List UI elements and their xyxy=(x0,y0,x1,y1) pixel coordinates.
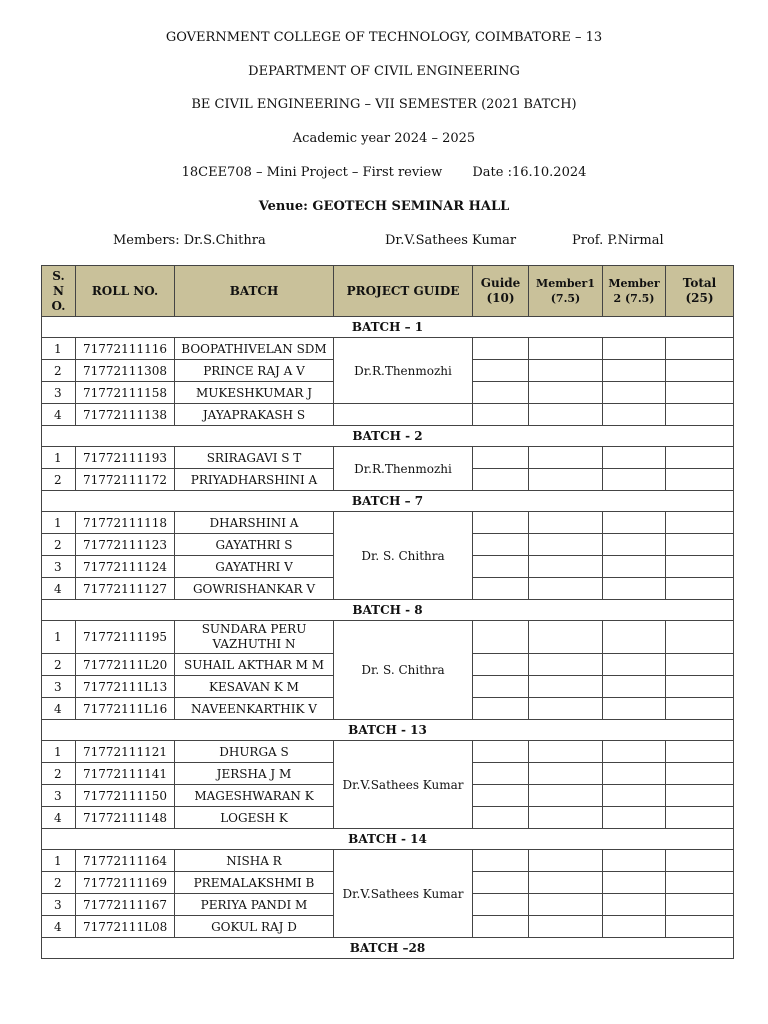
table-row xyxy=(42,404,734,426)
batch-header-row xyxy=(42,491,734,512)
table-row xyxy=(42,447,734,469)
student-name-cell: PRIYADHARSHINI A xyxy=(175,469,334,491)
review-date: Date :16.10.2024 xyxy=(472,165,587,180)
table-header xyxy=(42,266,734,317)
guide-mark-cell xyxy=(473,676,529,698)
student-name-cell: PRINCE RAJ A V xyxy=(175,360,334,382)
sno-cell: 2 xyxy=(42,360,76,382)
student-name-cell: MAGESHWARAN K xyxy=(175,785,334,807)
student-name-cell: LOGESH K xyxy=(175,807,334,829)
total-mark-cell xyxy=(666,447,734,469)
member1-mark-cell xyxy=(529,785,603,807)
sno-cell: 3 xyxy=(42,676,76,698)
member2-mark-cell xyxy=(603,654,666,676)
member2-mark-cell xyxy=(603,872,666,894)
roll-no-cell: 71772111148 xyxy=(76,807,175,829)
roll-no-cell: 71772111118 xyxy=(76,512,175,534)
student-name-cell: GAYATHRI V xyxy=(175,556,334,578)
department-name: DEPARTMENT OF CIVIL ENGINEERING xyxy=(248,64,520,79)
roll-no-cell: 71772111141 xyxy=(76,763,175,785)
member1-mark-cell xyxy=(529,894,603,916)
roll-no-cell: 71772111124 xyxy=(76,556,175,578)
project-guide-cell: Dr.V.Sathees Kumar xyxy=(334,850,473,938)
table-row xyxy=(42,741,734,763)
total-mark-cell xyxy=(666,785,734,807)
roll-no-cell: 71772111172 xyxy=(76,469,175,491)
col-member1-mark: Member1 (7.5) xyxy=(529,266,603,317)
table-row xyxy=(42,512,734,534)
student-name-cell: GAYATHRI S xyxy=(175,534,334,556)
roll-no-cell: 71772111127 xyxy=(76,578,175,600)
student-name-cell: PREMALAKSHMI B xyxy=(175,872,334,894)
guide-mark-cell xyxy=(473,872,529,894)
total-mark-cell xyxy=(666,763,734,785)
student-name-cell: JAYAPRAKASH S xyxy=(175,404,334,426)
member2-mark-cell xyxy=(603,785,666,807)
sno-cell: 3 xyxy=(42,556,76,578)
roll-no-cell: 71772111158 xyxy=(76,382,175,404)
batch-header-row xyxy=(42,720,734,741)
member1-mark-cell xyxy=(529,360,603,382)
total-mark-cell xyxy=(666,741,734,763)
sno-cell: 4 xyxy=(42,807,76,829)
col-total: Total (25) xyxy=(666,266,734,317)
guide-mark-cell xyxy=(473,741,529,763)
project-guide-cell: Dr.V.Sathees Kumar xyxy=(334,741,473,829)
guide-mark-cell xyxy=(473,654,529,676)
member2-mark-cell xyxy=(603,382,666,404)
sno-cell: 4 xyxy=(42,698,76,720)
guide-mark-cell xyxy=(473,360,529,382)
roll-no-cell: 71772111L16 xyxy=(76,698,175,720)
sno-cell: 2 xyxy=(42,534,76,556)
sno-cell: 4 xyxy=(42,916,76,938)
batch-title: BATCH - 8 xyxy=(42,600,734,621)
total-mark-cell xyxy=(666,469,734,491)
batch-header-row xyxy=(42,829,734,850)
student-name-cell: GOWRISHANKAR V xyxy=(175,578,334,600)
guide-mark-cell xyxy=(473,534,529,556)
batch-title: BATCH - 14 xyxy=(42,829,734,850)
roll-no-cell: 71772111L08 xyxy=(76,916,175,938)
student-name-cell: NISHA R xyxy=(175,850,334,872)
batch-title: BATCH - 13 xyxy=(42,720,734,741)
roll-no-cell: 71772111116 xyxy=(76,338,175,360)
member2-mark-cell xyxy=(603,404,666,426)
member1-mark-cell xyxy=(529,654,603,676)
roll-no-cell: 71772111169 xyxy=(76,872,175,894)
roll-no-cell: 71772111L20 xyxy=(76,654,175,676)
guide-mark-cell xyxy=(473,621,529,654)
members-label: Members: Dr.S.Chithra xyxy=(113,233,266,248)
member2-mark-cell xyxy=(603,698,666,720)
col-sno: S. N O. xyxy=(42,266,76,317)
member2-mark-cell xyxy=(603,447,666,469)
sno-cell: 1 xyxy=(42,338,76,360)
member1-mark-cell xyxy=(529,872,603,894)
roll-no-cell: 71772111195 xyxy=(76,621,175,654)
student-name-cell: SRIRAGAVI S T xyxy=(175,447,334,469)
program-name: BE CIVIL ENGINEERING – VII SEMESTER (2021 BATCH) xyxy=(191,97,577,112)
course-line xyxy=(0,165,768,180)
member2-mark-cell xyxy=(603,360,666,382)
guide-mark-cell xyxy=(473,850,529,872)
member1-mark-cell xyxy=(529,469,603,491)
col-member2-mark: Member 2 (7.5) xyxy=(603,266,666,317)
batch-title: BATCH –28 xyxy=(42,938,734,959)
student-name-cell: PERIYA PANDI M xyxy=(175,894,334,916)
sno-cell: 4 xyxy=(42,404,76,426)
col-guide-mark: Guide (10) xyxy=(473,266,529,317)
project-guide-cell: Dr.R.Thenmozhi xyxy=(334,338,473,404)
student-name-cell: JERSHA J M xyxy=(175,763,334,785)
total-mark-cell xyxy=(666,512,734,534)
student-name-cell: BOOPATHIVELAN SDM xyxy=(175,338,334,360)
total-mark-cell xyxy=(666,654,734,676)
member1-mark-cell xyxy=(529,382,603,404)
sno-cell: 2 xyxy=(42,654,76,676)
student-name-cell: KESAVAN K M xyxy=(175,676,334,698)
roll-no-cell: 71772111167 xyxy=(76,894,175,916)
total-mark-cell xyxy=(666,404,734,426)
total-mark-cell xyxy=(666,894,734,916)
sno-cell: 2 xyxy=(42,469,76,491)
sno-cell: 3 xyxy=(42,785,76,807)
table-row xyxy=(42,338,734,360)
guide-mark-cell xyxy=(473,404,529,426)
student-name-cell: DHURGA S xyxy=(175,741,334,763)
batch-header-row xyxy=(42,426,734,447)
member1-mark-cell xyxy=(529,534,603,556)
sno-cell: 2 xyxy=(42,763,76,785)
table-row xyxy=(42,621,734,654)
member2-mark-cell xyxy=(603,916,666,938)
member2-mark-cell xyxy=(603,534,666,556)
batch-header-row xyxy=(42,600,734,621)
sno-cell: 3 xyxy=(42,382,76,404)
roll-no-cell: 71772111123 xyxy=(76,534,175,556)
roll-no-cell: 71772111164 xyxy=(76,850,175,872)
roll-no-cell: 71772111150 xyxy=(76,785,175,807)
batch-title: BATCH - 2 xyxy=(42,426,734,447)
member2-mark-cell xyxy=(603,894,666,916)
guide-mark-cell xyxy=(473,469,529,491)
total-mark-cell xyxy=(666,807,734,829)
member2-mark-cell xyxy=(603,469,666,491)
guide-mark-cell xyxy=(473,382,529,404)
guide-mark-cell xyxy=(473,916,529,938)
student-name-cell: GOKUL RAJ D xyxy=(175,916,334,938)
total-mark-cell xyxy=(666,850,734,872)
total-mark-cell xyxy=(666,872,734,894)
total-mark-cell xyxy=(666,360,734,382)
student-name-cell: NAVEENKARTHIK V xyxy=(175,698,334,720)
guide-mark-cell xyxy=(473,578,529,600)
member2-mark-cell xyxy=(603,621,666,654)
member2-mark-cell xyxy=(603,578,666,600)
total-mark-cell xyxy=(666,556,734,578)
project-guide-cell: Dr.R.Thenmozhi xyxy=(334,447,473,491)
guide-mark-cell xyxy=(473,447,529,469)
guide-mark-cell xyxy=(473,785,529,807)
member1-mark-cell xyxy=(529,404,603,426)
review-table xyxy=(41,265,734,959)
member2-mark-cell xyxy=(603,807,666,829)
guide-mark-cell xyxy=(473,556,529,578)
member2-mark-cell xyxy=(603,338,666,360)
table-row xyxy=(42,850,734,872)
guide-mark-cell xyxy=(473,807,529,829)
total-mark-cell xyxy=(666,698,734,720)
member2-mark-cell xyxy=(603,741,666,763)
sno-cell: 1 xyxy=(42,447,76,469)
member-2: Dr.V.Sathees Kumar xyxy=(385,233,517,248)
batch-header-row xyxy=(42,938,734,959)
col-project-guide: PROJECT GUIDE xyxy=(334,266,473,317)
member1-mark-cell xyxy=(529,512,603,534)
sno-cell: 3 xyxy=(42,894,76,916)
total-mark-cell xyxy=(666,621,734,654)
member1-mark-cell xyxy=(529,447,603,469)
project-guide-cell: Dr. S. Chithra xyxy=(334,621,473,720)
project-guide-cell-empty xyxy=(334,404,473,426)
student-name-cell: MUKESHKUMAR J xyxy=(175,382,334,404)
student-name-cell: DHARSHINI A xyxy=(175,512,334,534)
roll-no-cell: 71772111308 xyxy=(76,360,175,382)
project-guide-cell: Dr. S. Chithra xyxy=(334,512,473,600)
total-mark-cell xyxy=(666,578,734,600)
total-mark-cell xyxy=(666,382,734,404)
member1-mark-cell xyxy=(529,676,603,698)
sno-cell: 1 xyxy=(42,512,76,534)
member2-mark-cell xyxy=(603,850,666,872)
member1-mark-cell xyxy=(529,621,603,654)
member2-mark-cell xyxy=(603,556,666,578)
member1-mark-cell xyxy=(529,807,603,829)
member2-mark-cell xyxy=(603,763,666,785)
member2-mark-cell xyxy=(603,676,666,698)
col-roll-no: ROLL NO. xyxy=(76,266,175,317)
total-mark-cell xyxy=(666,534,734,556)
roll-no-cell: 71772111121 xyxy=(76,741,175,763)
col-batch: BATCH xyxy=(175,266,334,317)
total-mark-cell xyxy=(666,338,734,360)
sno-cell: 1 xyxy=(42,621,76,654)
student-name-cell: SUHAIL AKTHAR M M xyxy=(175,654,334,676)
member1-mark-cell xyxy=(529,578,603,600)
member2-mark-cell xyxy=(603,512,666,534)
member1-mark-cell xyxy=(529,763,603,785)
member1-mark-cell xyxy=(529,698,603,720)
academic-year: Academic year 2024 – 2025 xyxy=(292,131,476,146)
guide-mark-cell xyxy=(473,512,529,534)
member1-mark-cell xyxy=(529,741,603,763)
batch-header-row xyxy=(42,317,734,338)
sno-cell: 1 xyxy=(42,741,76,763)
roll-no-cell: 71772111L13 xyxy=(76,676,175,698)
sno-cell: 4 xyxy=(42,578,76,600)
sno-cell: 2 xyxy=(42,872,76,894)
member-3: Prof. P.Nirmal xyxy=(572,233,664,248)
roll-no-cell: 71772111193 xyxy=(76,447,175,469)
venue: Venue: GEOTECH SEMINAR HALL xyxy=(258,199,510,214)
total-mark-cell xyxy=(666,676,734,698)
total-mark-cell xyxy=(666,916,734,938)
batch-title: BATCH – 1 xyxy=(42,317,734,338)
college-name: GOVERNMENT COLLEGE OF TECHNOLOGY, COIMBATORE – 13 xyxy=(165,30,603,45)
student-name-cell: SUNDARA PERU VAZHUTHI N xyxy=(175,621,334,654)
guide-mark-cell xyxy=(473,698,529,720)
sno-cell: 1 xyxy=(42,850,76,872)
table-body xyxy=(42,317,734,959)
member1-mark-cell xyxy=(529,556,603,578)
member1-mark-cell xyxy=(529,916,603,938)
guide-mark-cell xyxy=(473,763,529,785)
roll-no-cell: 71772111138 xyxy=(76,404,175,426)
member1-mark-cell xyxy=(529,338,603,360)
member1-mark-cell xyxy=(529,850,603,872)
guide-mark-cell xyxy=(473,338,529,360)
batch-title: BATCH – 7 xyxy=(42,491,734,512)
course-title: 18CEE708 – Mini Project – First review xyxy=(181,165,443,180)
guide-mark-cell xyxy=(473,894,529,916)
